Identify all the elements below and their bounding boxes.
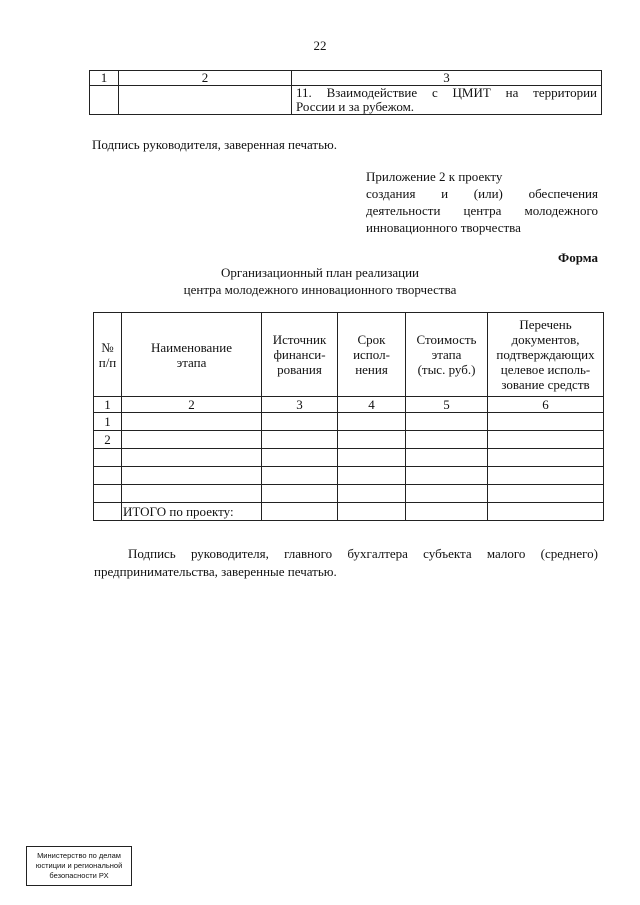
table-cell [94, 467, 122, 485]
table-cell: 2 [94, 431, 122, 449]
table-header-row [90, 71, 602, 86]
table-cell [488, 503, 604, 521]
column-number: 4 [338, 397, 406, 413]
table-cell [90, 86, 119, 115]
table-cell [406, 503, 488, 521]
column-number-1: 1 [90, 71, 119, 86]
column-header-cost: Стоимость этапа (тыс. руб.) [406, 313, 488, 397]
appendix-line: создания и (или) обеспечения [366, 186, 598, 201]
table-cell [122, 485, 262, 503]
stamp-line: безопасности РХ [49, 871, 109, 880]
appendix-line: деятельности центра молодежного [366, 203, 598, 218]
column-number: 2 [122, 397, 262, 413]
table-cell [122, 467, 262, 485]
stamp-line: юстиции и региональной [35, 861, 123, 870]
table-cell [488, 431, 604, 449]
column-header-stage-name: Наименование этапа [122, 313, 262, 397]
column-numbers-row [94, 397, 604, 413]
table-cell [406, 413, 488, 431]
continuation-table [89, 70, 602, 115]
table-cell [122, 449, 262, 467]
organizational-plan-table [93, 312, 604, 521]
table-cell [262, 431, 338, 449]
table-cell-text [292, 86, 602, 115]
table-cell [262, 449, 338, 467]
table-cell [406, 449, 488, 467]
table-cell [94, 485, 122, 503]
ministry-stamp [26, 846, 132, 886]
column-number: 3 [262, 397, 338, 413]
table-cell [488, 467, 604, 485]
table-row [94, 485, 604, 503]
table-cell: 1 [94, 413, 122, 431]
table-row [94, 431, 604, 449]
column-number-2: 2 [119, 71, 292, 86]
table-cell [94, 503, 122, 521]
column-number: 6 [488, 397, 604, 413]
form-label: Форма [558, 250, 598, 265]
table-cell [122, 413, 262, 431]
column-header-deadline: Срок испол- нения [338, 313, 406, 397]
table-cell [406, 485, 488, 503]
column-header-funding-source: Источник финанси- рования [262, 313, 338, 397]
table-cell [119, 86, 292, 115]
table-cell [338, 467, 406, 485]
column-number-3: 3 [292, 71, 602, 86]
table-cell [94, 449, 122, 467]
table-row [94, 467, 604, 485]
column-number: 1 [94, 397, 122, 413]
bottom-signature-note: Подпись руководителя, главного бухгалтера субъекта малого (среднего) предпринимательства, заверенные печатью. [94, 546, 598, 579]
appendix-line: Приложение 2 к проекту [366, 169, 503, 184]
table-row [90, 86, 602, 115]
table-cell [406, 431, 488, 449]
total-label: ИТОГО по проекту: [122, 503, 262, 521]
appendix-line: инновационного творчества [366, 220, 521, 235]
table-cell [338, 413, 406, 431]
table-cell [262, 467, 338, 485]
table-row [94, 449, 604, 467]
table-cell [488, 449, 604, 467]
column-header-documents: Перечень документов, подтверждающих целевое исполь- зование средств [488, 313, 604, 397]
table-header-row [94, 313, 604, 397]
table-cell [338, 431, 406, 449]
total-row [94, 503, 604, 521]
document-title-line: центра молодежного инновационного творчества [183, 282, 457, 297]
cell-line: 11. Взаимодействие с ЦМИТ на территории [296, 85, 597, 100]
column-number: 5 [406, 397, 488, 413]
stamp-line: Министерство по делам [37, 851, 121, 860]
table-cell [338, 485, 406, 503]
table-row [94, 413, 604, 431]
document-title-line: Организационный план реализации [220, 265, 420, 280]
cell-line: России и за рубежом. [296, 99, 415, 114]
page-number: 22 [313, 38, 327, 53]
table-cell [122, 431, 262, 449]
column-header-number: № п/п [94, 313, 122, 397]
table-cell [338, 503, 406, 521]
table-cell [262, 413, 338, 431]
table-cell [488, 485, 604, 503]
table-cell [488, 413, 604, 431]
table-cell [406, 467, 488, 485]
head-signature-note: Подпись руководителя, заверенная печатью. [92, 137, 338, 152]
appendix-note [366, 168, 598, 236]
table-cell [262, 503, 338, 521]
table-cell [262, 485, 338, 503]
table-cell [338, 449, 406, 467]
